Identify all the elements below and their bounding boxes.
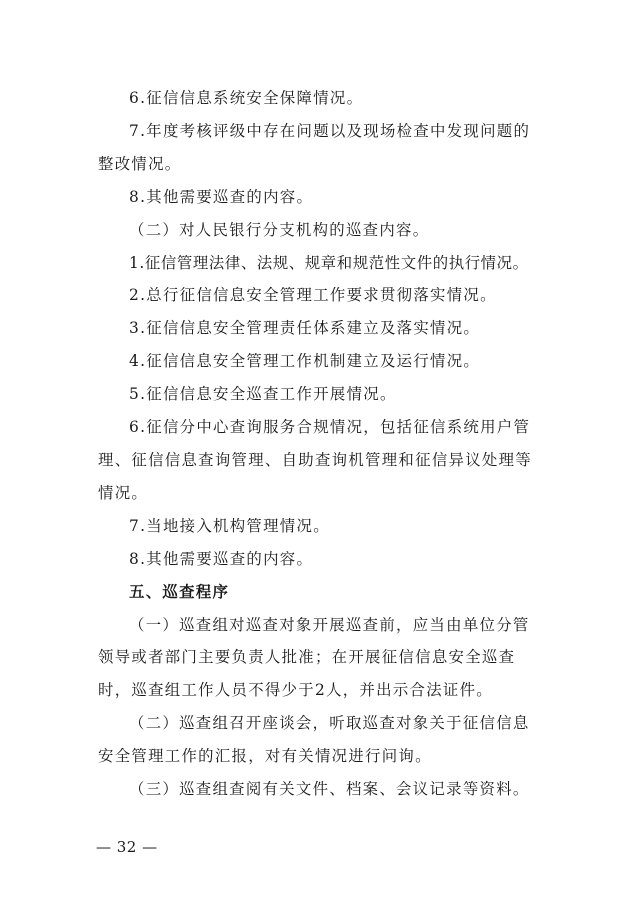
section-heading-procedure: 五、巡查程序 [129, 582, 230, 601]
paragraph-item-3-responsibility: 3.征信信息安全管理责任体系建立及落实情况。 [129, 319, 481, 338]
paragraph-procedure-1-approval: （一）巡查组对巡查对象开展巡查前，应当由单位分管领导或者部门主要负责人批准；在开展征信信息安全巡查时，巡查组工作人员不得少于2人，并出示合法证件。 [98, 615, 530, 700]
paragraph-procedure-2-meeting: （二）巡查组召开座谈会，听取巡查对象关于征信信息安全管理工作的汇报，对有关情况进行问询。 [98, 714, 530, 766]
paragraph-item-8-other-content: 8.其他需要巡查的内容。 [129, 549, 314, 568]
paragraph-item-6-sub-center: 6.征信分中心查询服务合规情况，包括征信系统用户管理、征信信息查询管理、自助查询机管理和征信异议处理等情况。 [98, 418, 532, 502]
paragraph-item-1-regulations: 1.征信管理法律、法规、规章和规范性文件的执行情况。 [129, 253, 529, 272]
paragraph-item-6-security-guarantee: 6.征信信息系统安全保障情况。 [129, 89, 364, 107]
paragraph-item-7-local-institutions: 7.当地接入机构管理情况。 [129, 516, 330, 535]
document-body [98, 82, 546, 806]
paragraph-procedure-3-review: （三）巡查组查阅有关文件、档案、会议记录等资料。 [129, 780, 530, 799]
paragraph-item-2-head-office: 2.总行征信信息安全管理工作要求贯彻落实情况。 [129, 286, 497, 305]
paragraph-item-5-inspection-work: 5.征信信息安全巡查工作开展情况。 [129, 385, 397, 404]
page-number: — 32 — [96, 838, 158, 856]
paragraph-item-4-mechanism: 4.征信信息安全管理工作机制建立及运行情况。 [129, 352, 481, 371]
paragraph-item-8-other: 8.其他需要巡查的内容。 [129, 187, 314, 206]
paragraph-item-7-rectification: 7.年度考核评级中存在问题以及现场检查中发现问题的整改情况。 [98, 121, 531, 173]
paragraph-subheading-pboc-branch: （二）对人民银行分支机构的巡查内容。 [129, 220, 430, 239]
